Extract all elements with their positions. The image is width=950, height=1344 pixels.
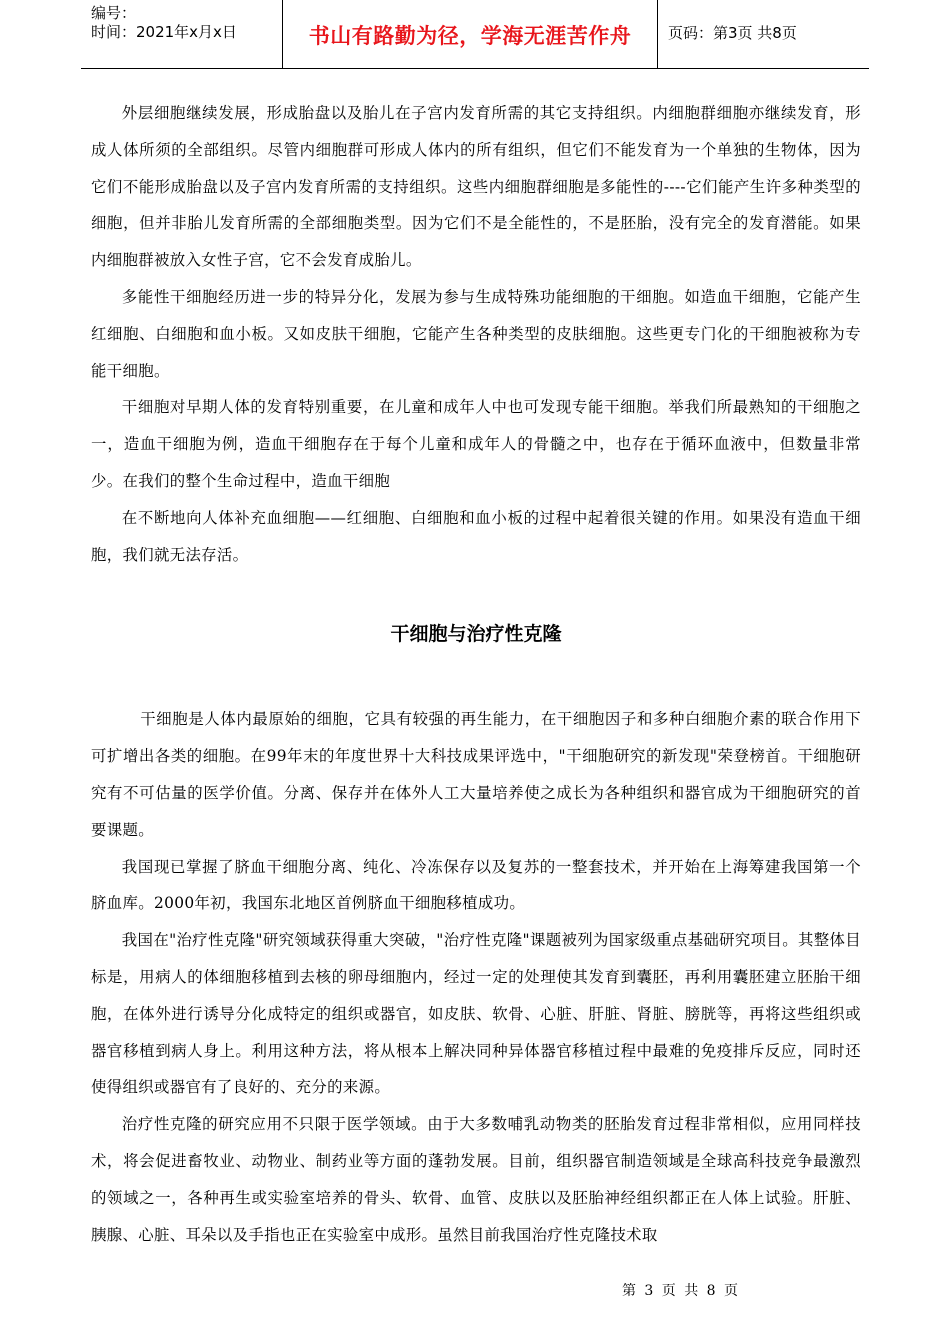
paragraph: 我国现已掌握了脐血干细胞分离、纯化、冷冻保存以及复苏的一整套技术，并开始在上海筹建我国第一个脐血库。2000年初，我国东北地区首例脐血干细胞移植成功。 <box>91 857 861 913</box>
header-meta-cell <box>81 0 282 68</box>
header-page-info: 页码：第3页 共8页 <box>668 24 797 42</box>
paragraph: 多能性干细胞经历进一步的特异分化，发展为参与生成特殊功能细胞的干细胞。如造血干细胞，它能产生红细胞、白细胞和血小板。又如皮肤干细胞，它能产生各种类型的皮肤细胞。这些更专门化的干细胞被称为专能干细胞。 <box>91 287 861 380</box>
document-number-label: 编号： <box>91 4 137 22</box>
paragraph: 干细胞是人体内最原始的细胞，它具有较强的再生能力，在干细胞因子和多种白细胞介素的联合作用下可扩增出各类的细胞。在99年末的年度世界十大科技成果评选中，"干细胞研究的新发现"荣登榜首。干细胞研究有不可估量的医学价值。分离、保存并在体外人工大量培养使之成长为各种组织和器官成为干细胞研究的首要课题。 <box>91 710 861 839</box>
paragraph: 外层细胞继续发展，形成胎盘以及胎儿在子宫内发育所需的其它支持组织。内细胞群细胞亦继续发育，形成人体所须的全部组织。尽管内细胞群可形成人体内的所有组织，但它们不能发育为一个单独的生物体，因为它们不能形成胎盘以及子宫内发育所需的支持组织。这些内细胞群细胞是多能性的----它们能产生许多种类型的细胞，但并非胎儿发育所需的全部细胞类型。因为它们不是全能性的，不是胚胎，没有完全的发育潜能。如果内细胞群被放入女性子宫，它不会发育成胎儿。 <box>91 104 861 270</box>
page-footer: 第 3 页 共 8 页 <box>621 1283 739 1299</box>
section-spacer <box>91 573 861 619</box>
paragraph: 干细胞对早期人体的发育特别重要，在儿童和成年人中也可发现专能干细胞。举我们所最熟知的干细胞之一，造血干细胞为例，造血干细胞存在于每个儿童和成年人的骨髓之中，也存在于循环血液中，但数量非常少。在我们的整个生命过程中，造血干细胞 <box>91 398 861 490</box>
paragraph: 我国在"治疗性克隆"研究领域获得重大突破，"治疗性克隆"课题被列为国家级重点基础研究项目。其整体目标是，用病人的体细胞移植到去核的卵母细胞内，经过一定的处理使其发育到囊胚，再利用囊胚建立胚胎干细胞，在体外进行诱导分化成特定的组织或器官，如皮肤、软骨、心脏、肝脏、肾脏、膀胱等，再将这些组织或器官移植到病人身上。利用这种方法，将从根本上解决同种异体器官移植过程中最难的免疫排斥反应，同时还使得组织或器官有了良好的、充分的来源。 <box>91 931 861 1097</box>
paragraph: 在不断地向人体补充血细胞——红细胞、白细胞和血小板的过程中起着很关键的作用。如果没有造血干细胞，我们就无法存活。 <box>91 508 861 564</box>
page-header <box>81 0 869 69</box>
paragraph: 治疗性克隆的研究应用不只限于医学领域。由于大多数哺乳动物类的胚胎发育过程非常相似，应用同样技术，将会促进畜牧业、动物业、制药业等方面的蓬勃发展。目前，组织器官制造领域是全球高科技竞争最激烈的领域之一，各种再生或实验室培养的骨头、软骨、血管、皮肤以及胚胎神经组织都正在人体上试验。肝脏、胰腺、心脏、耳朵以及手指也正在实验室中成形。虽然目前我国治疗性克隆技术取 <box>91 1115 861 1244</box>
document-time-label: 时间：2021年x月x日 <box>91 23 237 41</box>
header-motto: 书山有路勤为径，学海无涯苦作舟 <box>282 0 658 68</box>
section-title: 干细胞与治疗性克隆 <box>390 623 562 646</box>
section-spacer <box>91 649 861 701</box>
document-body <box>91 95 861 1253</box>
